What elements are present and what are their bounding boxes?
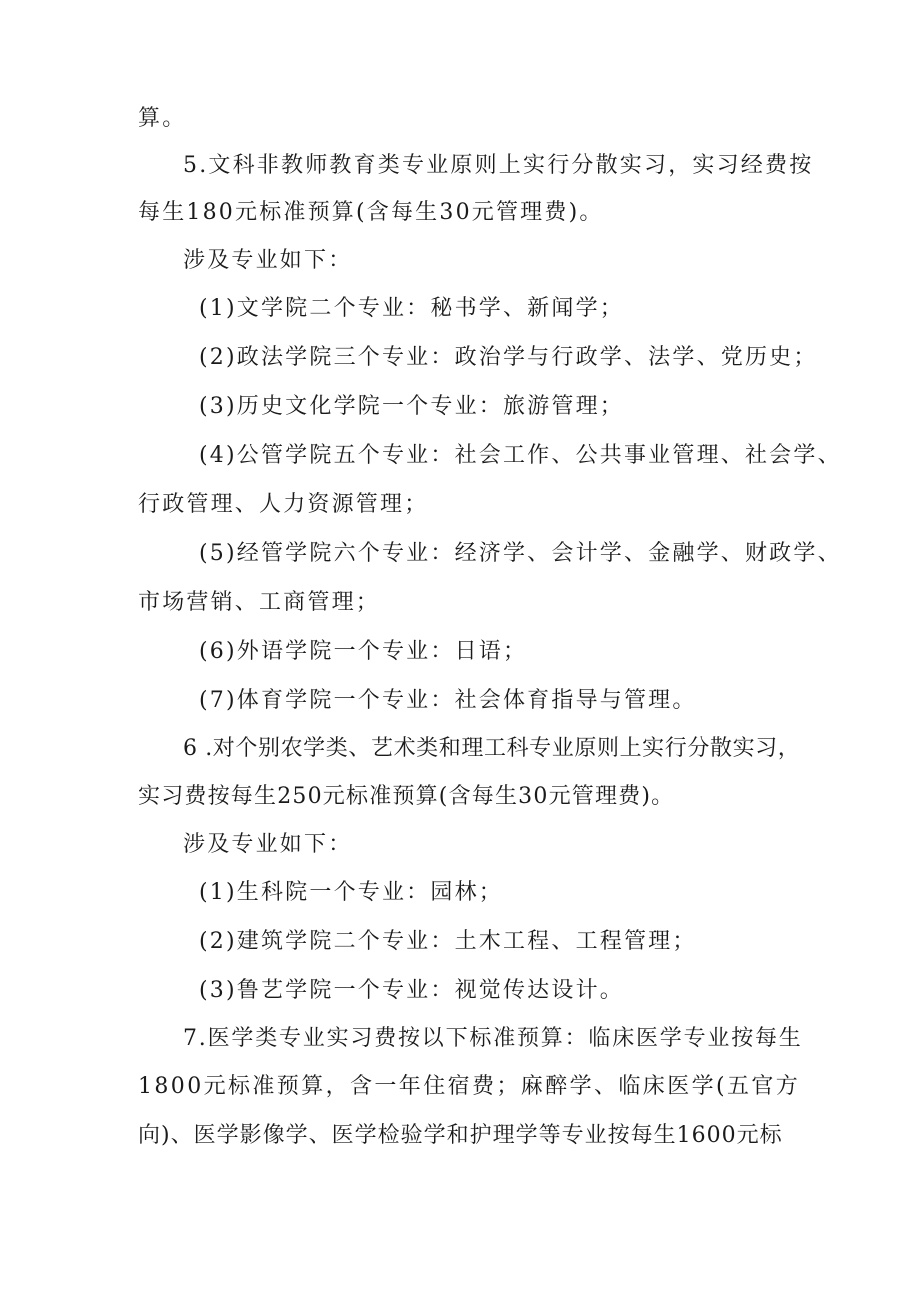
list-item: (7)体育学院一个专业：社会体育指导与管理。: [199, 688, 697, 713]
paragraph-5-line-1: 5.文科非教师教育类专业原则上实行分散实习，实习经费按: [183, 153, 814, 178]
majors-heading: 涉及专业如下：: [183, 248, 353, 273]
list-item: (3)鲁艺学院一个专业：视觉传达设计。: [199, 978, 624, 1003]
list-item: (5)经管学院六个专业：经济学、会计学、金融学、财政学、: [199, 541, 842, 566]
paragraph-7-line-3: 向)、医学影像学、医学检验学和护理学等专业按每生1600元标: [138, 1123, 783, 1148]
list-item: (2)建筑学院二个专业：土木工程、工程管理；: [199, 929, 697, 954]
list-item-continuation: 行政管理、人力资源管理；: [138, 492, 429, 517]
majors-heading: 涉及专业如下：: [183, 832, 353, 857]
paragraph-6-line-2: 实习费按每生250元标准预算(含每生30元管理费)。: [138, 784, 675, 809]
list-item: (1)文学院二个专业：秘书学、新闻学；: [199, 296, 624, 321]
text-line: 算。: [138, 106, 187, 131]
paragraph-7-line-2: 1800元标准预算，含一年住宿费；麻醉学、临床医学(五官方: [138, 1074, 801, 1099]
list-item: (2)政法学院三个专业：政治学与行政学、法学、党历史；: [199, 345, 818, 370]
list-item-continuation: 市场营销、工商管理；: [138, 590, 381, 615]
list-item: (4)公管学院五个专业：社会工作、公共事业管理、社会学、: [199, 443, 842, 468]
list-item: (1)生科院一个专业：园林；: [199, 880, 503, 905]
list-item: (6)外语学院一个专业：日语；: [199, 639, 528, 664]
paragraph-5-line-2: 每生180元标准预算(含每生30元管理费)。: [138, 200, 604, 225]
list-item: (3)历史文化学院一个专业：旅游管理；: [199, 394, 624, 419]
paragraph-6-line-1: 6 .对个别农学类、艺术类和理工科专业原则上实行分散实习，: [183, 736, 801, 761]
paragraph-7-line-1: 7.医学类专业实习费按以下标准预算：临床医学专业按每生: [183, 1026, 803, 1051]
